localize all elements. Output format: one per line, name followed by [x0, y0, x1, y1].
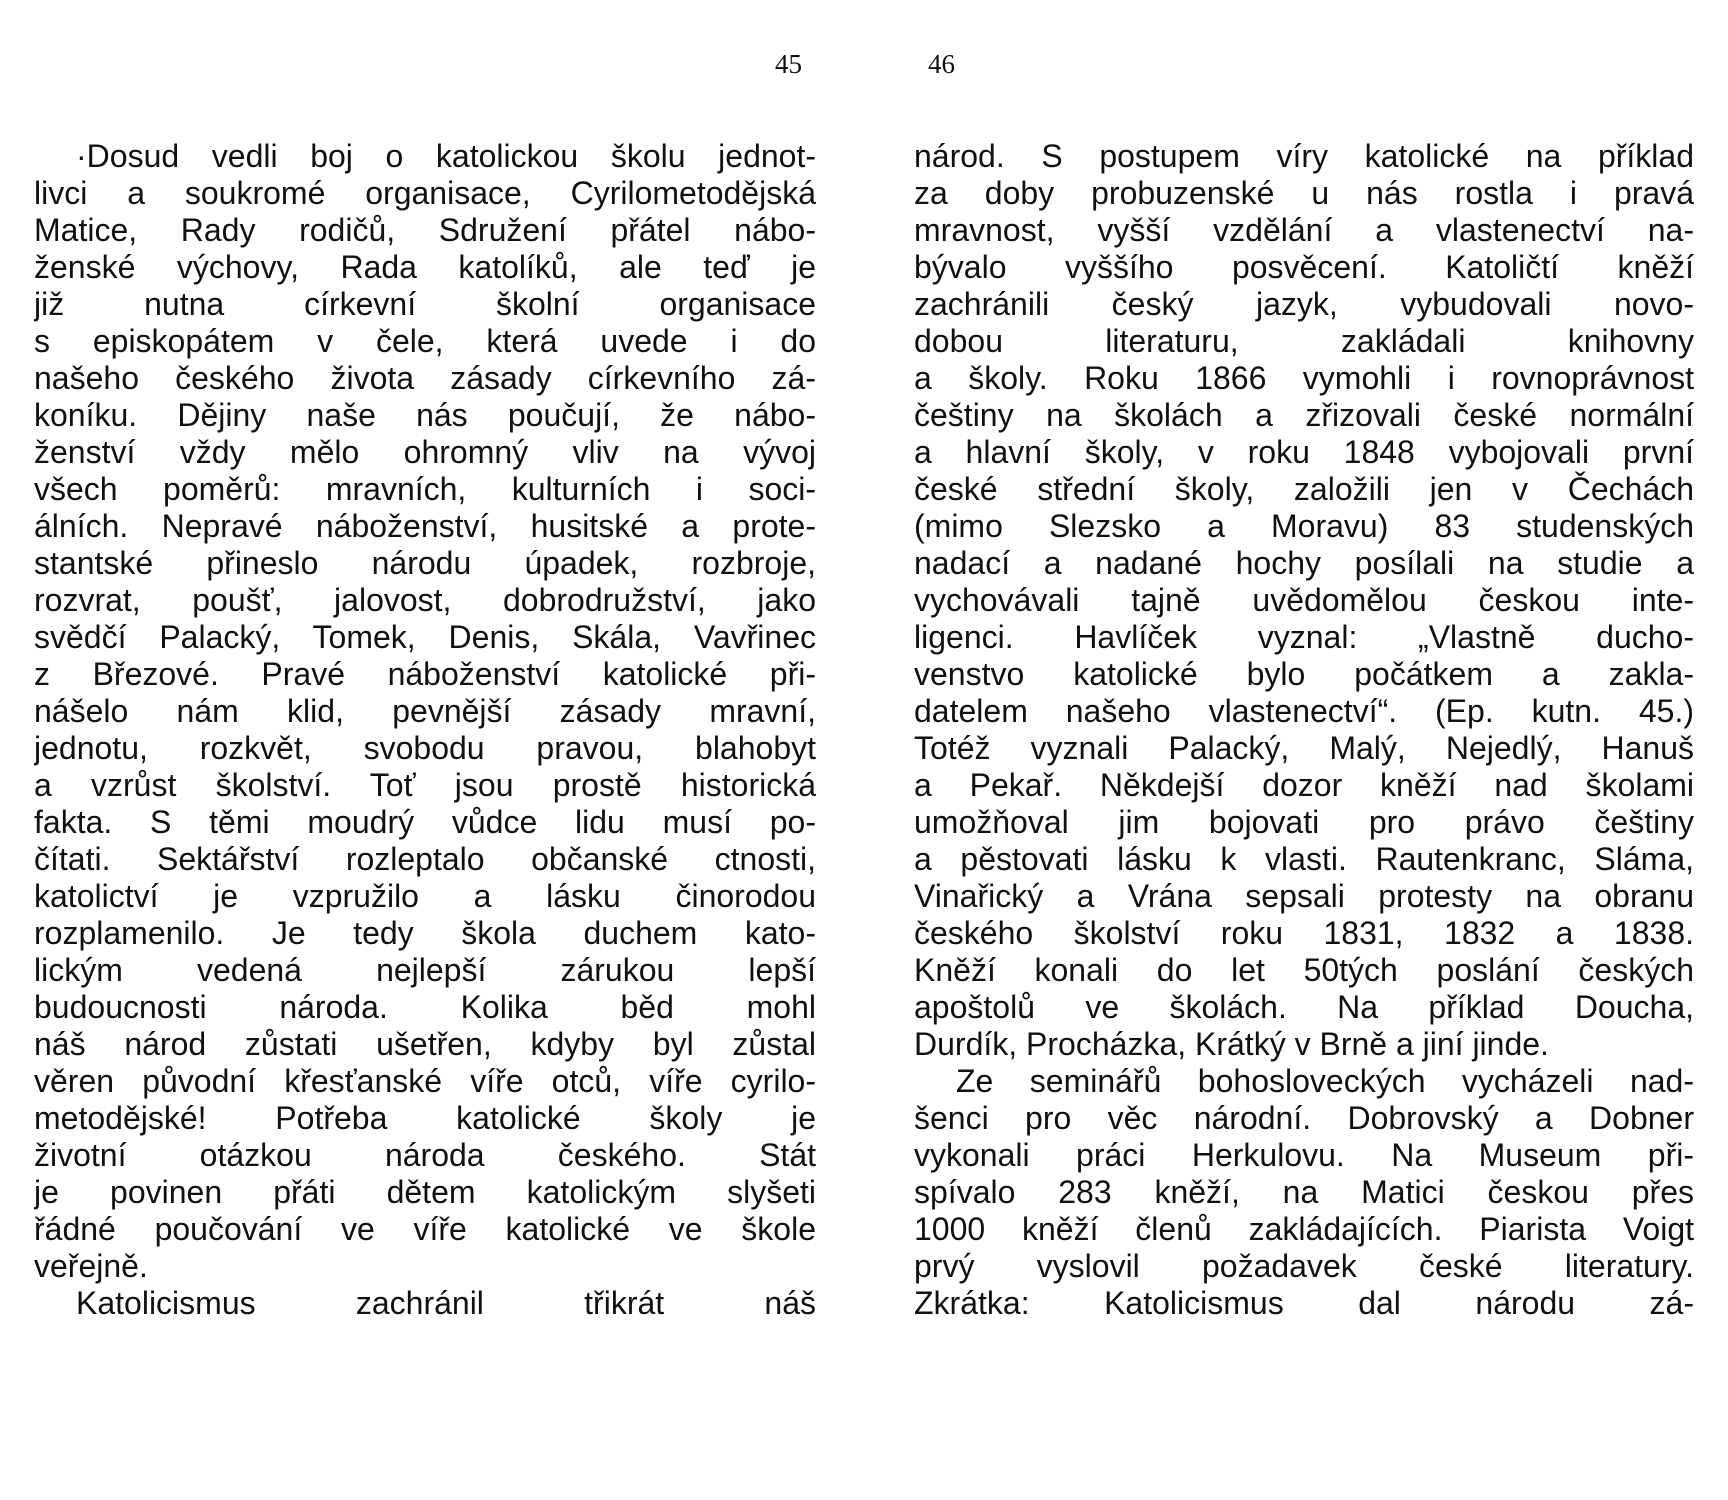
text-line: rozvrat, poušť, jalovost, dobrodružství, jako — [34, 582, 816, 618]
text-line: náš národ zůstati ušetřen, kdyby byl zůstal — [34, 1026, 816, 1062]
text-line: spívalo 283 kněží, na Matici českou přes — [914, 1174, 1694, 1210]
page-text — [914, 138, 1694, 1322]
text-line: lickým vedená nejlepší zárukou lepší — [34, 952, 816, 988]
text-line: bývalo vyššího posvěcení. Katoličtí kněží — [914, 249, 1694, 285]
page-text — [34, 138, 816, 1322]
text-line: národ. S postupem víry katolické na příklad — [914, 138, 1694, 174]
text-line: datelem našeho vlastenectví“. (Ep. kutn. 45.) — [914, 693, 1694, 729]
text-line: koníku. Dějiny naše nás poučují, že nábo- — [34, 397, 816, 433]
text-line: budoucnosti národa. Kolika běd mohl — [34, 989, 816, 1025]
text-line: našeho českého života zásady církevního zá- — [34, 360, 816, 396]
text-line: Zkrátka: Katolicismus dal národu zá- — [914, 1285, 1694, 1321]
text-line: (mimo Slezsko a Moravu) 83 studenských — [914, 508, 1694, 544]
text-line: čítati. Sektářství rozleptalo občanské ctnosti, — [34, 841, 816, 877]
text-line: všech poměrů: mravních, kulturních i soci- — [34, 471, 816, 507]
text-line: s episkopátem v čele, která uvede i do — [34, 323, 816, 359]
text-line: svědčí Palacký, Tomek, Denis, Skála, Vavřinec — [34, 619, 816, 655]
text-line: metodějské! Potřeba katolické školy je — [34, 1100, 816, 1136]
text-line: a školy. Roku 1866 vymohli i rovnoprávnost — [914, 360, 1694, 396]
text-line: z Březové. Pravé náboženství katolické při- — [34, 656, 816, 692]
text-line: Vinařický a Vrána sepsali protesty na obranu — [914, 878, 1694, 914]
text-line: vychovávali tajně uvědomělou českou inte- — [914, 582, 1694, 618]
text-line: životní otázkou národa českého. Stát — [34, 1137, 816, 1173]
text-line: Matice, Rady rodičů, Sdružení přátel nábo- — [34, 212, 816, 248]
text-line: Katolicismus zachránil třikrát náš — [76, 1285, 816, 1321]
text-line: již nutna církevní školní organisace — [34, 286, 816, 322]
text-line: prvý vyslovil požadavek české literatury. — [914, 1248, 1694, 1284]
text-line: a Pekař. Někdejší dozor kněží nad školami — [914, 767, 1694, 803]
text-line: fakta. S těmi moudrý vůdce lidu musí po- — [34, 804, 816, 840]
text-line: vykonali práci Herkulovu. Na Museum při- — [914, 1137, 1694, 1173]
text-line: mravnost, vyšší vzdělání a vlastenectví na- — [914, 212, 1694, 248]
text-line: řádné poučování ve víře katolické ve škole — [34, 1211, 816, 1247]
text-line: umožňoval jim bojovati pro právo češtiny — [914, 804, 1694, 840]
text-line: rozplamenilo. Je tedy škola duchem kato- — [34, 915, 816, 951]
text-line: 1000 kněží členů zakládajících. Piarista Voigt — [914, 1211, 1694, 1247]
text-line: nadací a nadané hochy posílali na studie a — [914, 545, 1694, 581]
text-line: apoštolů ve školách. Na příklad Doucha, — [914, 989, 1694, 1025]
text-line: a pěstovati lásku k vlasti. Rautenkranc, Sláma, — [914, 841, 1694, 877]
text-line: a hlavní školy, v roku 1848 vybojovali první — [914, 434, 1694, 470]
text-line: šenci pro věc národní. Dobrovský a Dobner — [914, 1100, 1694, 1136]
text-line: Kněží konali do let 50tých poslání českých — [914, 952, 1694, 988]
text-line: češtiny na školách a zřizovali české normální — [914, 397, 1694, 433]
text-line: za doby probuzenské u nás rostla i pravá — [914, 175, 1694, 211]
text-line: zachránili český jazyk, vybudovali novo- — [914, 286, 1694, 322]
text-line: stantské přineslo národu úpadek, rozbroje, — [34, 545, 816, 581]
text-line: ligenci. Havlíček vyznal: „Vlastně ducho- — [914, 619, 1694, 655]
page-number: 46 — [928, 49, 955, 79]
text-line: věren původní křesťanské víře otců, víře cyrilo- — [34, 1063, 816, 1099]
text-line: jednotu, rozkvět, svobodu pravou, blahobyt — [34, 730, 816, 766]
text-line: a vzrůst školství. Toť jsou prostě historická — [34, 767, 816, 803]
text-line: Durdík, Procházka, Krátký v Brně a jiní jinde. — [914, 1026, 1549, 1062]
text-line: Totéž vyznali Palacký, Malý, Nejedlý, Hanuš — [914, 730, 1694, 766]
text-line: livci a soukromé organisace, Cyrilometodějská — [34, 175, 816, 211]
text-line: ženské výchovy, Rada katolíků, ale teď je — [34, 249, 816, 285]
text-line: katolictví je vzpružilo a lásku činorodou — [34, 878, 816, 914]
text-line: Ze seminářů bohosloveckých vycházeli nad- — [956, 1063, 1694, 1099]
text-line: veřejně. — [34, 1248, 148, 1284]
text-line: ·Dosud vedli boj o katolickou školu jednot- — [76, 138, 816, 174]
text-line: je povinen přáti dětem katolickým slyšeti — [34, 1174, 816, 1210]
text-line: nášelo nám klid, pevnější zásady mravní, — [34, 693, 816, 729]
text-line: venstvo katolické bylo počátkem a zakla- — [914, 656, 1694, 692]
page-number: 45 — [775, 49, 802, 79]
text-line: české střední školy, založili jen v Čechách — [914, 471, 1694, 507]
right-page — [864, 0, 1728, 1500]
text-line: českého školství roku 1831, 1832 a 1838. — [914, 915, 1694, 951]
text-line: ženství vždy mělo ohromný vliv na vývoj — [34, 434, 816, 470]
text-line: dobou literaturu, zakládali knihovny — [914, 323, 1694, 359]
text-line: álních. Nepravé náboženství, husitské a prote- — [34, 508, 816, 544]
